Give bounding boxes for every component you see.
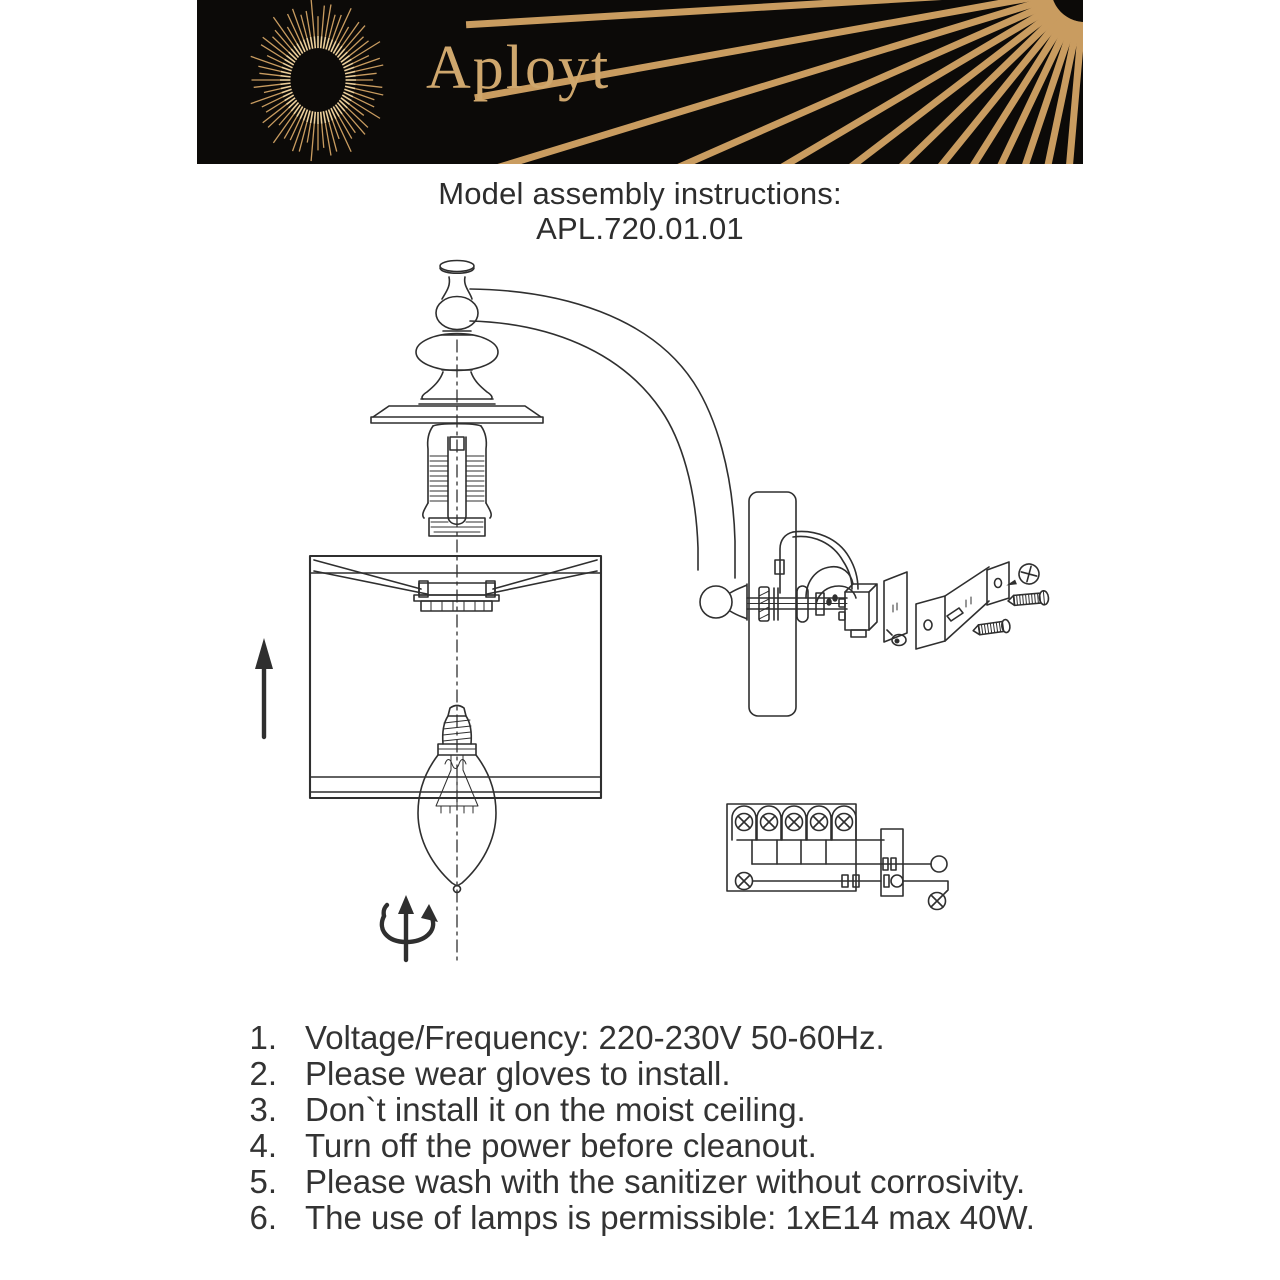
wall-mount-exploded-diagram [700, 492, 1049, 716]
rotation-arrow-icon [382, 895, 438, 960]
item-text: Don`t install it on the moist ceiling. [305, 1091, 806, 1128]
short-screw-icon [972, 619, 1010, 637]
list-item [0, 1164, 1280, 1200]
item-number: 1. [249, 1019, 277, 1056]
list-item [0, 1128, 1280, 1164]
curved-arm-diagram [470, 289, 735, 578]
list-item [0, 1056, 1280, 1092]
item-number: 6. [249, 1199, 277, 1236]
wiring-diagram [727, 804, 948, 910]
starburst-center [295, 52, 341, 108]
mounting-bracket-icon [916, 562, 1009, 649]
list-item [0, 1020, 1280, 1056]
item-text: Please wash with the sanitizer without corrosivity. [305, 1163, 1026, 1200]
long-screw-icon [1007, 590, 1049, 607]
instruction-list [0, 1020, 1280, 1236]
assembly-diagram [200, 250, 1090, 980]
list-item [0, 1200, 1280, 1236]
title-block [0, 176, 1280, 246]
model-number: APL.720.01.01 [536, 211, 744, 246]
item-number: 5. [249, 1163, 277, 1200]
brand-banner [197, 0, 1083, 164]
brand-wordmark: Aployt [426, 34, 611, 102]
item-text: The use of lamps is permissible: 1xE14 max 40W. [305, 1199, 1035, 1236]
item-text: Turn off the power before cleanout. [305, 1127, 817, 1164]
lampshade-diagram [310, 556, 601, 798]
page-title: Model assembly instructions: [438, 176, 842, 211]
lift-arrow-icon [255, 638, 273, 737]
terminal-block-icon [839, 584, 877, 637]
item-text: Please wear gloves to install. [305, 1055, 731, 1092]
banner-decor [197, 0, 1083, 164]
item-number: 2. [249, 1055, 277, 1092]
item-text: Voltage/Frequency: 220-230V 50-60Hz. [305, 1019, 885, 1056]
list-item [0, 1092, 1280, 1128]
item-number: 4. [249, 1127, 277, 1164]
flathead-screw-icon [1006, 559, 1041, 593]
item-number: 3. [249, 1091, 277, 1128]
